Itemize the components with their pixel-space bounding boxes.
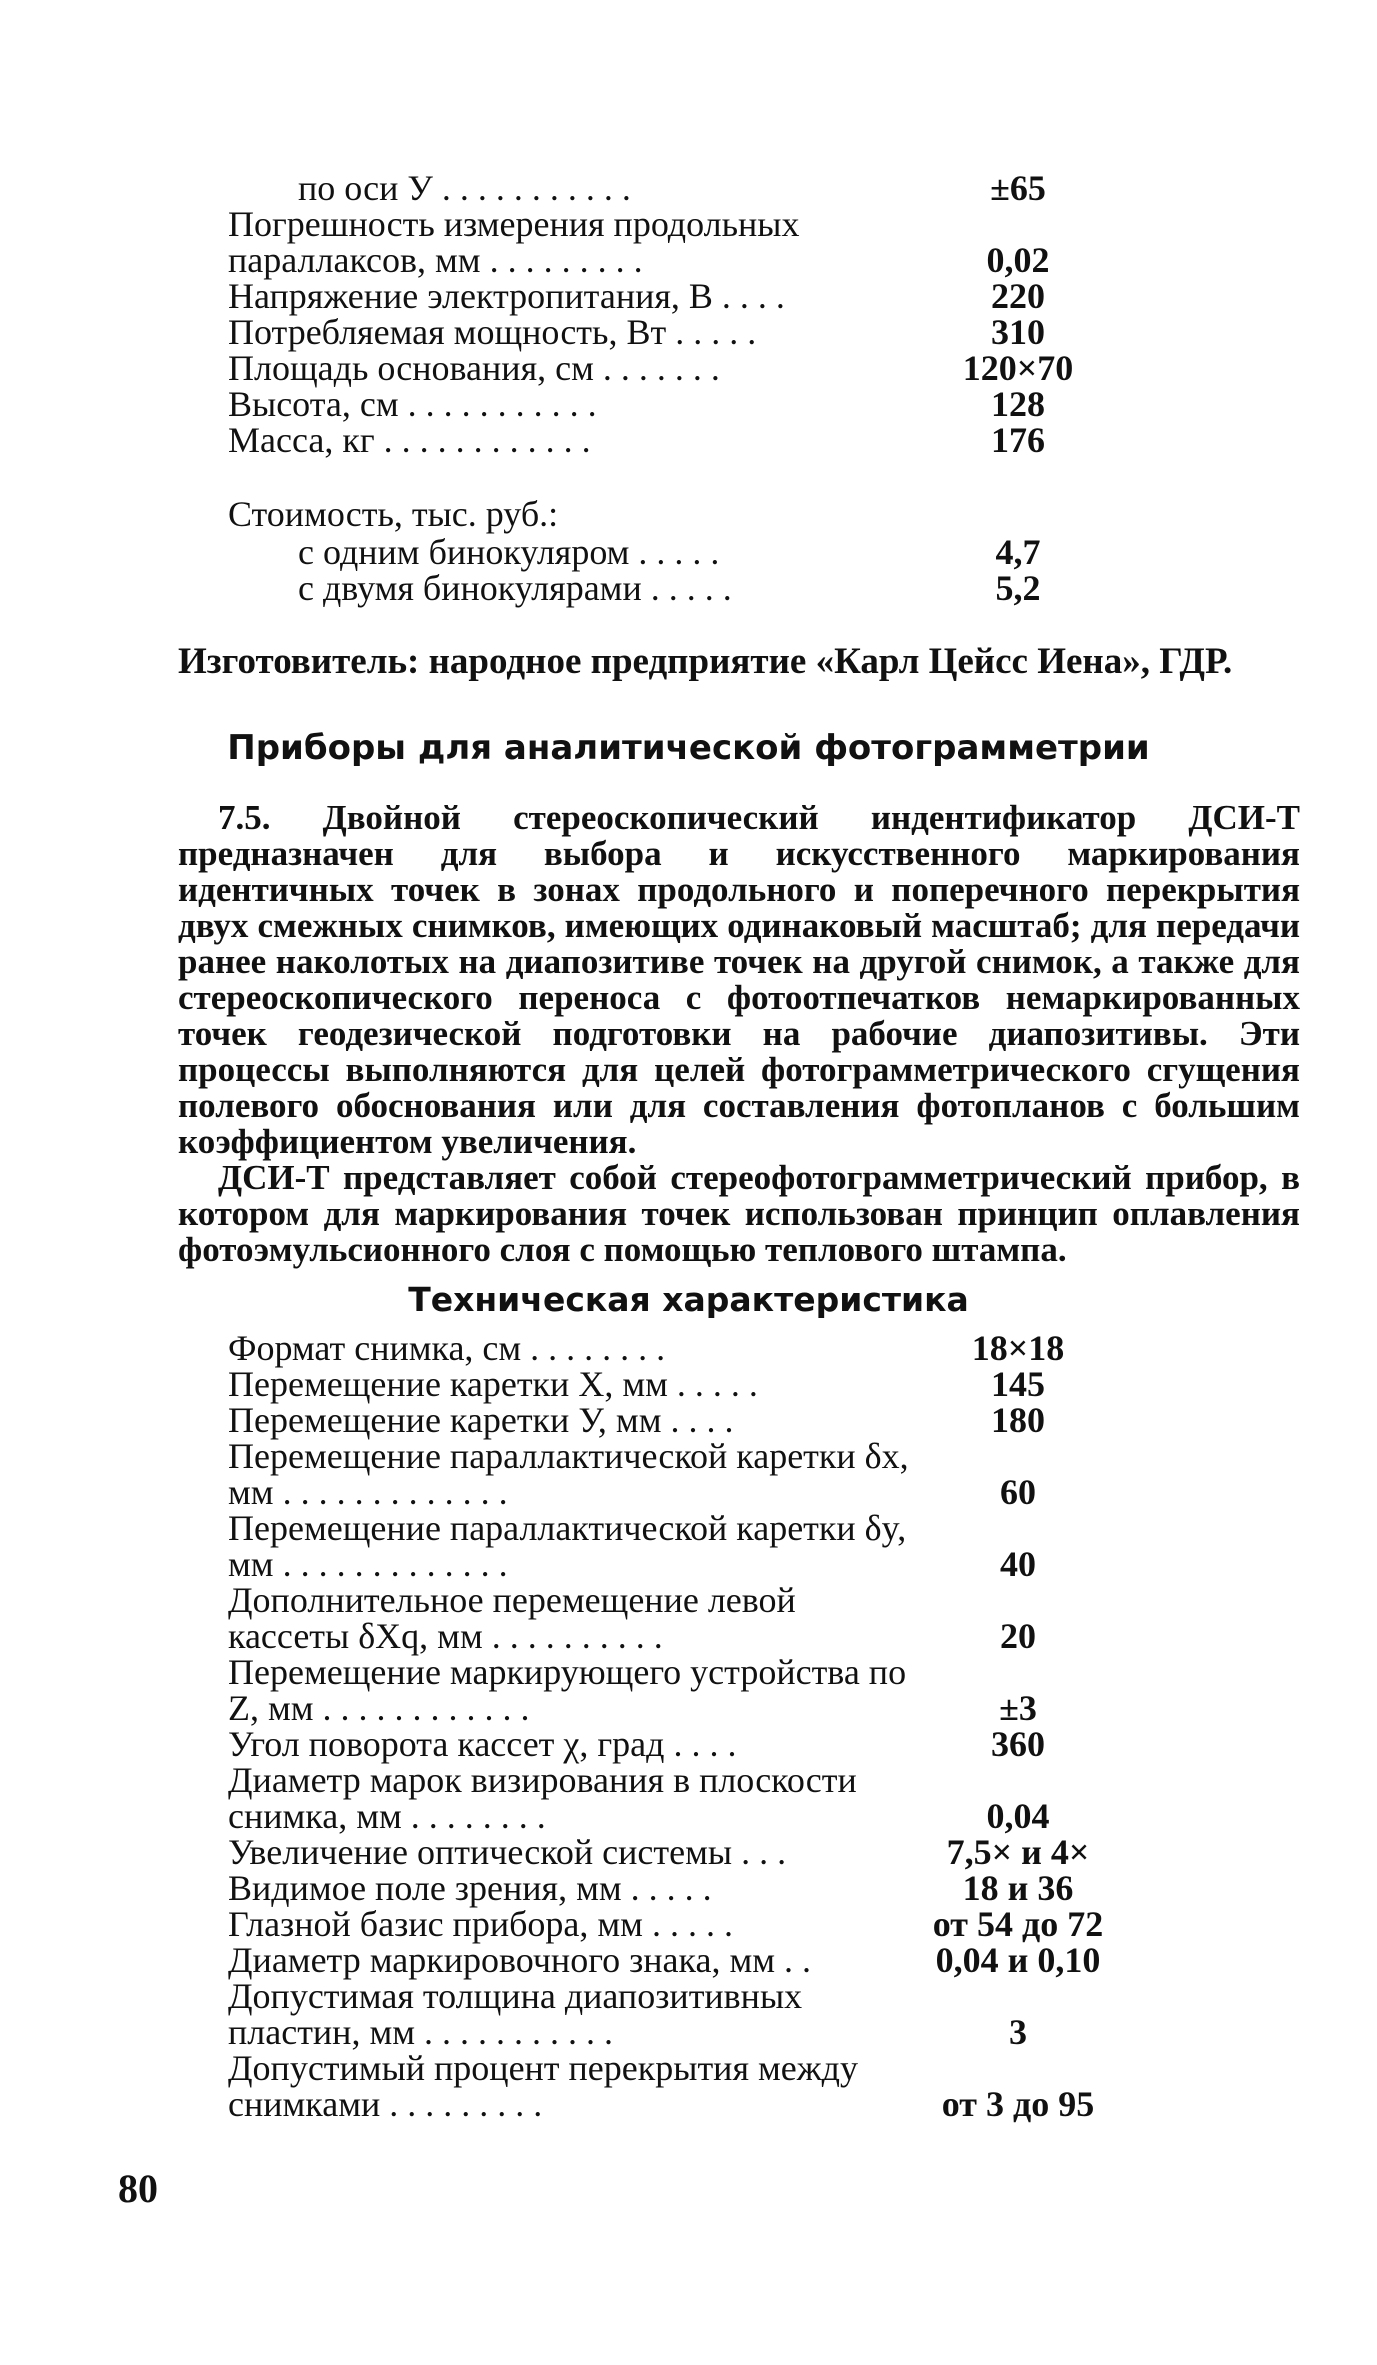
- cost-label: с одним бинокуляром . . . . .: [298, 532, 720, 572]
- spec-value: 7,5× и 4×: [946, 1832, 1090, 1872]
- spec-row: [228, 1510, 1178, 1582]
- cost-row: [228, 570, 1178, 606]
- spec-label: Потребляемая мощность, Вт . . . . .: [228, 312, 757, 352]
- spec-label: Диаметр марок визирования в плоскости снимка, мм . . . . . . . .: [228, 1760, 857, 1836]
- spec-label: Масса, кг . . . . . . . . . . . .: [228, 420, 591, 460]
- spec-value: 220: [991, 276, 1045, 316]
- spec-row: [228, 278, 1178, 314]
- spec-row: [228, 1762, 1178, 1834]
- spec-row: [228, 1654, 1178, 1726]
- spec-label: Перемещение каретки X, мм . . . . .: [228, 1364, 758, 1404]
- spec-row: [228, 206, 1178, 278]
- spec-label: Увеличение оптической системы . . .: [228, 1832, 787, 1872]
- spec-row: [228, 314, 1178, 350]
- spec-value: от 54 до 72: [932, 1904, 1104, 1944]
- spec-label: Высота, см . . . . . . . . . . .: [228, 384, 597, 424]
- tech-spec-table: [228, 1330, 1178, 2122]
- spec-value: 360: [991, 1724, 1045, 1764]
- spec-row: [228, 1834, 1178, 1870]
- spec-label: Перемещение параллактической каретки δy, мм . . . . . . . . . . . . .: [228, 1508, 907, 1584]
- spec-label: Допустимый процент перекрытия между снимками . . . . . . . . .: [228, 2048, 858, 2124]
- top-spec-table: [228, 170, 1178, 606]
- spec-label: Диаметр маркировочного знака, мм . .: [228, 1940, 812, 1980]
- spec-row: [228, 2050, 1178, 2122]
- spec-row: [228, 1942, 1178, 1978]
- spec-row: [228, 1906, 1178, 1942]
- spec-row: [228, 1582, 1178, 1654]
- spec-label: Формат снимка, см . . . . . . . .: [228, 1328, 666, 1368]
- spec-value: 176: [991, 420, 1045, 460]
- spec-label: Видимое поле зрения, мм . . . . .: [228, 1868, 712, 1908]
- cost-label: с двумя бинокулярами . . . . .: [298, 568, 732, 608]
- cost-row: [228, 534, 1178, 570]
- cost-value: 5,2: [995, 568, 1041, 608]
- spec-value: 18 и 36: [962, 1868, 1074, 1908]
- spec-value: 0,04: [986, 1796, 1050, 1836]
- spec-value: 40: [1000, 1544, 1036, 1584]
- spec-row: [228, 1402, 1178, 1438]
- spec-row: [228, 386, 1178, 422]
- spec-label: Глазной базис прибора, мм . . . . .: [228, 1904, 733, 1944]
- spec-value: 120×70: [962, 348, 1074, 388]
- body-text: [178, 800, 1300, 1268]
- spec-value: ±3: [999, 1688, 1037, 1728]
- spec-value: 310: [991, 312, 1045, 352]
- spec-label: Дополнительное перемещение левой кассеты δXq, мм . . . . . . . . . .: [228, 1580, 796, 1656]
- spec-label: Перемещение каретки У, мм . . . .: [228, 1400, 734, 1440]
- page-number: 80: [118, 2166, 158, 2211]
- spec-row: [228, 1366, 1178, 1402]
- spec-value: 145: [991, 1364, 1045, 1404]
- cost-heading: Стоимость, тыс. руб.:: [228, 494, 559, 534]
- tech-heading: Техническая характеристика: [408, 1280, 969, 1319]
- spec-value: от 3 до 95: [941, 2084, 1095, 2124]
- spec-label: Напряжение электропитания, В . . . .: [228, 276, 785, 316]
- spec-label: Угол поворота кассет χ, град . . . .: [228, 1724, 737, 1764]
- cost-value: 4,7: [995, 532, 1041, 572]
- paragraph: 7.5. Двойной стереоскопический индентификатор ДСИ-Т предназначен для выбора и искусственного маркирования идентичных точек в зонах продольного и поперечного перекрытия двух смежных снимков, имеющих одинаковый масштаб; для передачи ранее наколотых на диапозитиве точек на другой снимок, а также для стереоскопического переноса с фотоотпечатков немаркированных точек геодезической подготовки на рабочие диапозитивы. Эти процессы выполняются для целей фотограмметрического сгущения полевого обоснования или для составления фотопланов с большим коэффициентом увеличения.: [178, 798, 1300, 1161]
- spec-value: 128: [991, 384, 1045, 424]
- manufacturer-line: Изготовитель: народное предприятие «Карл Цейсс Иена», ГДР.: [178, 641, 1233, 682]
- spec-value: ±65: [990, 168, 1046, 208]
- spec-value: 3: [1009, 2012, 1027, 2052]
- spec-value: 20: [1000, 1616, 1036, 1656]
- spec-value: 0,04 и 0,10: [935, 1940, 1101, 1980]
- spec-label: Погрешность измерения продольных параллаксов, мм . . . . . . . . .: [228, 204, 800, 280]
- spec-row: [228, 422, 1178, 458]
- paragraph: ДСИ-Т представляет собой стереофотограмметрический прибор, в котором для маркирования точек использован принцип оплавления фотоэмульсионного слоя с помощью теплового штампа.: [178, 1158, 1300, 1269]
- section-heading: Приборы для аналитической фотограмметрии: [227, 728, 1150, 768]
- spec-row: [228, 1330, 1178, 1366]
- spec-label: Площадь основания, см . . . . . . .: [228, 348, 720, 388]
- spec-row: [228, 1438, 1178, 1510]
- spec-value: 18×18: [971, 1328, 1065, 1368]
- spec-row: [228, 1978, 1178, 2050]
- spec-row: [228, 1870, 1178, 1906]
- spec-value: 0,02: [986, 240, 1050, 280]
- spec-value: 180: [991, 1400, 1045, 1440]
- spec-label: Допустимая толщина диапозитивных пластин, мм . . . . . . . . . . .: [228, 1976, 803, 2052]
- spec-row: [228, 350, 1178, 386]
- spec-row: [228, 170, 1178, 206]
- spec-row: [228, 1726, 1178, 1762]
- spec-label: Перемещение параллактической каретки δx, мм . . . . . . . . . . . . .: [228, 1436, 909, 1512]
- spec-label: Перемещение маркирующего устройства по Z, мм . . . . . . . . . . . .: [228, 1652, 907, 1728]
- spec-value: 60: [1000, 1472, 1036, 1512]
- spec-label: по оси У . . . . . . . . . . .: [298, 168, 631, 208]
